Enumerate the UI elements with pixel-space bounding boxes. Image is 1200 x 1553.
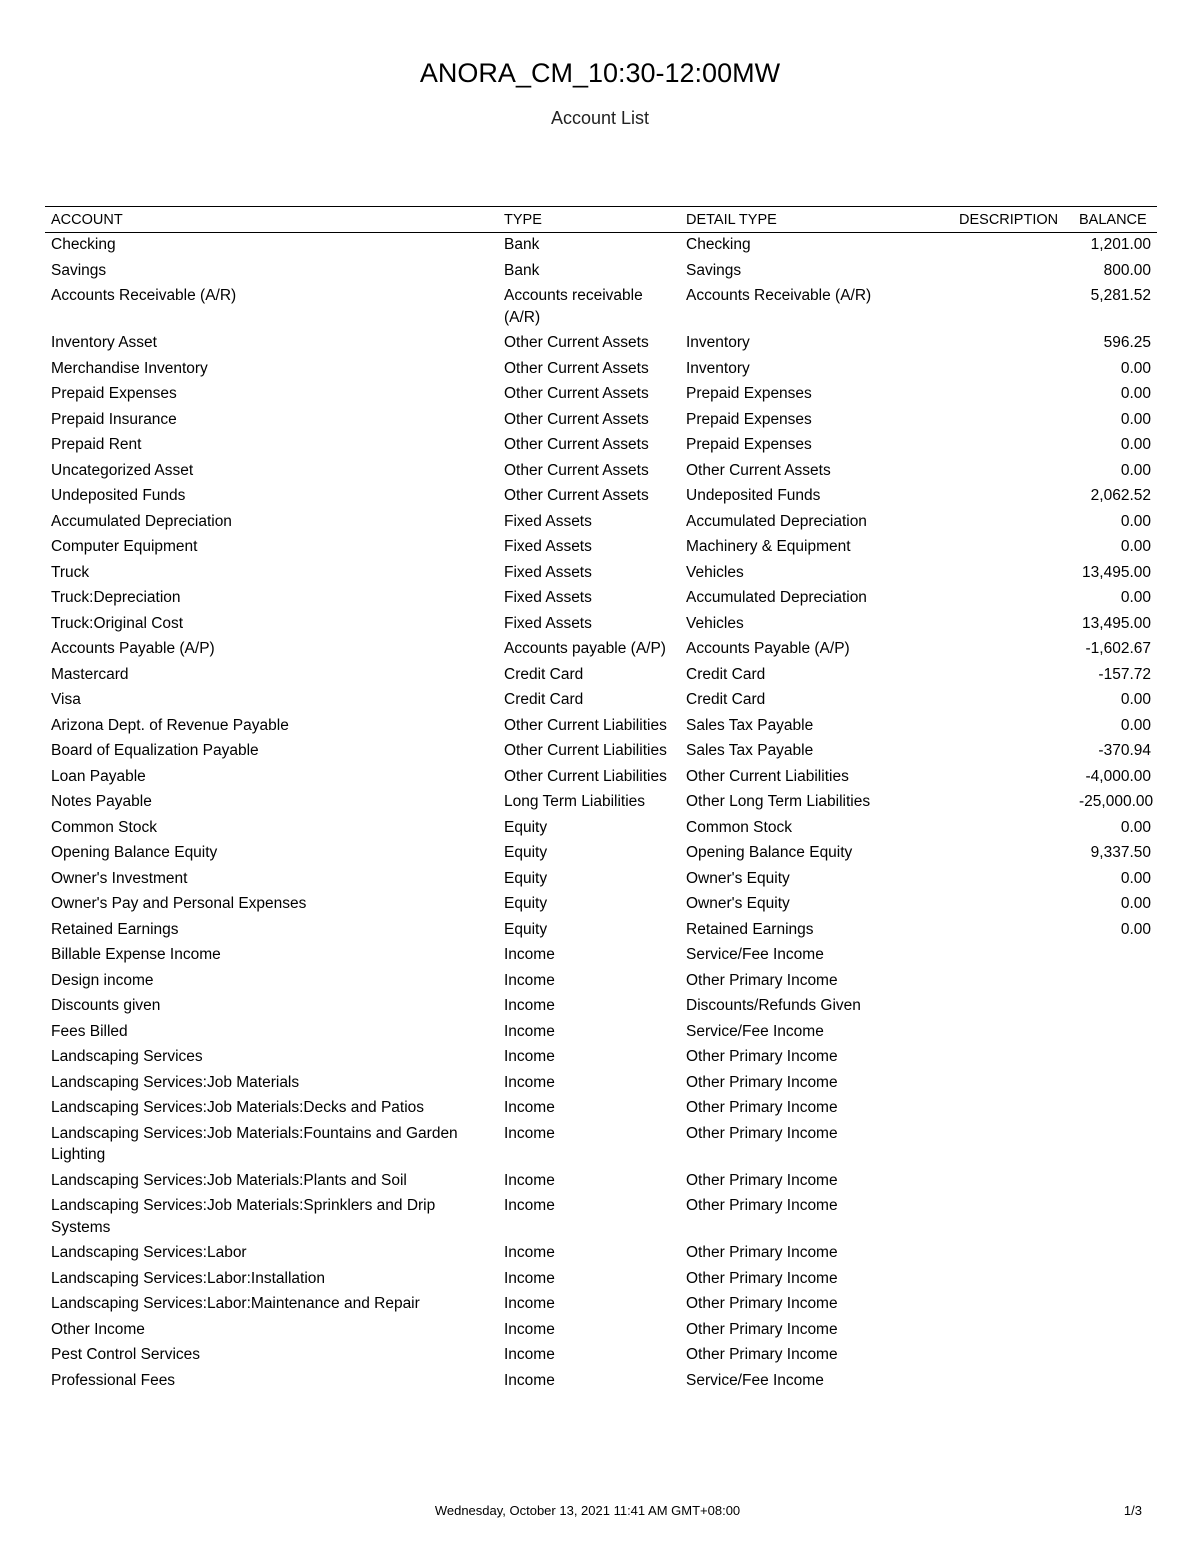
detail-type-cell: Other Primary Income [686, 1295, 838, 1312]
detail-type-cell: Accounts Payable (A/P) [686, 640, 850, 657]
balance-cell [1073, 1292, 1157, 1318]
table-row [45, 790, 1157, 816]
account-cell: Discounts given [51, 997, 161, 1014]
description-cell [953, 586, 1073, 612]
table-row [45, 1267, 1157, 1293]
detail-type-cell: Inventory [686, 359, 750, 377]
balance-cell [1073, 1045, 1157, 1071]
description-cell [953, 535, 1073, 561]
account-cell: Landscaping Services:Labor:Maintenance and Repair [51, 1295, 420, 1312]
detail-type-cell: Vehicles [686, 614, 744, 632]
account-cell: Landscaping Services:Job Materials:Decks and Patios [51, 1099, 425, 1116]
description-cell [953, 1045, 1073, 1071]
description-cell [953, 969, 1073, 995]
table-row [45, 739, 1157, 765]
account-cell: Landscaping Services:Job Materials:Fountains and Garden Lighting [51, 1124, 458, 1163]
detail-type-cell: Other Primary Income [686, 1073, 838, 1091]
type-cell: Income [504, 1269, 555, 1287]
detail-type-cell: Other Primary Income [686, 1099, 838, 1116]
description-cell [953, 1169, 1073, 1195]
description-cell [953, 714, 1073, 740]
table-row [45, 357, 1157, 383]
account-cell: Prepaid Rent [51, 436, 142, 453]
account-cell: Landscaping Services:Job Materials [51, 1073, 300, 1091]
balance-cell: 0.00 [1120, 410, 1151, 428]
balance-cell [1073, 994, 1157, 1020]
balance-cell: -370.94 [1098, 742, 1151, 759]
account-cell: Computer Equipment [51, 538, 198, 555]
balance-cell: 2,062.52 [1090, 487, 1151, 504]
table-row [45, 892, 1157, 918]
table-row [45, 637, 1157, 663]
balance-cell: 0.00 [1120, 512, 1151, 530]
table-row [45, 1169, 1157, 1195]
detail-type-cell: Other Primary Income [686, 1048, 838, 1065]
description-cell [953, 663, 1073, 689]
balance-cell [1073, 943, 1157, 969]
balance-cell: 13,495.00 [1082, 563, 1151, 581]
detail-type-cell: Owner's Equity [686, 869, 790, 887]
detail-type-cell: Credit Card [686, 665, 766, 683]
detail-type-cell: Other Primary Income [686, 971, 838, 989]
table-row [45, 867, 1157, 893]
description-cell [953, 561, 1073, 587]
type-cell: Credit Card [504, 665, 584, 683]
type-cell: Income [504, 1320, 555, 1338]
type-cell: Income [504, 1197, 555, 1214]
detail-type-cell: Other Primary Income [686, 1320, 838, 1338]
table-row [45, 535, 1157, 561]
table-row [45, 382, 1157, 408]
balance-cell: 1,201.00 [1090, 236, 1151, 253]
column-header-type: TYPE [498, 207, 680, 233]
detail-type-cell: Other Primary Income [686, 1244, 838, 1261]
type-cell: Other Current Assets [504, 436, 649, 453]
table-row [45, 284, 1157, 331]
description-cell [953, 1194, 1073, 1241]
description-cell [953, 943, 1073, 969]
detail-type-cell: Service/Fee Income [686, 1022, 824, 1040]
account-cell: Uncategorized Asset [51, 461, 194, 479]
table-row [45, 1369, 1157, 1395]
detail-type-cell: Prepaid Expenses [686, 385, 812, 402]
type-cell: Other Current Assets [504, 487, 649, 504]
description-cell [953, 1343, 1073, 1369]
type-cell: Accounts payable (A/P) [504, 640, 666, 657]
table-row [45, 561, 1157, 587]
detail-type-cell: Other Current Liabilities [686, 767, 849, 785]
description-cell [953, 284, 1073, 331]
column-header-account: ACCOUNT [45, 207, 498, 233]
table-row [45, 259, 1157, 285]
table-row [45, 816, 1157, 842]
table-row [45, 433, 1157, 459]
description-cell [953, 510, 1073, 536]
type-cell: Fixed Assets [504, 614, 592, 632]
type-cell: Income [504, 1371, 555, 1389]
table-row [45, 1318, 1157, 1344]
type-cell: Income [504, 1022, 555, 1040]
type-cell: Other Current Assets [504, 359, 649, 377]
account-cell: Pest Control Services [51, 1346, 201, 1363]
type-cell: Income [504, 1048, 555, 1065]
table-row [45, 1122, 1157, 1169]
type-cell: Fixed Assets [504, 512, 592, 530]
balance-cell: 0.00 [1120, 436, 1151, 453]
type-cell: Equity [504, 869, 548, 887]
detail-type-cell: Other Primary Income [686, 1346, 838, 1363]
account-cell: Owner's Investment [51, 869, 188, 887]
account-cell: Prepaid Insurance [51, 410, 177, 428]
account-cell: Landscaping Services [51, 1048, 203, 1065]
balance-cell: 596.25 [1103, 334, 1151, 351]
type-cell: Income [504, 1346, 555, 1363]
balance-cell: 0.00 [1120, 818, 1151, 836]
table-row [45, 612, 1157, 638]
detail-type-cell: Service/Fee Income [686, 1371, 824, 1389]
detail-type-cell: Accumulated Depreciation [686, 589, 867, 606]
detail-type-cell: Prepaid Expenses [686, 436, 812, 453]
type-cell: Bank [504, 261, 540, 279]
type-cell: Other Current Liabilities [504, 716, 667, 734]
type-cell: Long Term Liabilities [504, 793, 646, 810]
type-cell: Fixed Assets [504, 563, 592, 581]
type-cell: Income [504, 1099, 555, 1116]
balance-cell [1073, 969, 1157, 995]
balance-cell: -157.72 [1098, 665, 1151, 683]
description-cell [953, 1096, 1073, 1122]
detail-type-cell: Sales Tax Payable [686, 742, 814, 759]
account-cell: Prepaid Expenses [51, 385, 177, 402]
balance-cell: 0.00 [1120, 920, 1151, 938]
detail-type-cell: Accounts Receivable (A/R) [686, 287, 872, 304]
table-row [45, 994, 1157, 1020]
account-cell: Truck:Original Cost [51, 614, 184, 632]
balance-cell: 0.00 [1120, 461, 1151, 479]
type-cell: Other Current Assets [504, 410, 649, 428]
report-subtitle: Account List [550, 108, 650, 128]
detail-type-cell: Discounts/Refunds Given [686, 997, 861, 1014]
type-cell: Income [504, 997, 555, 1014]
account-cell: Checking [51, 236, 116, 253]
report-title: ANORA_CM_10:30-12:00MW [419, 58, 781, 88]
description-cell [953, 484, 1073, 510]
table-row [45, 510, 1157, 536]
balance-cell: 0.00 [1120, 589, 1151, 606]
account-cell: Accounts Payable (A/P) [51, 640, 215, 657]
balance-cell [1073, 1071, 1157, 1097]
balance-cell: 0.00 [1120, 385, 1151, 402]
type-cell: Accounts receivable (A/R) [504, 287, 643, 326]
balance-cell: 0.00 [1120, 359, 1151, 377]
type-cell: Income [504, 971, 555, 989]
table-row [45, 943, 1157, 969]
account-cell: Accounts Receivable (A/R) [51, 287, 237, 304]
account-cell: Board of Equalization Payable [51, 742, 259, 759]
type-cell: Other Current Assets [504, 334, 649, 351]
detail-type-cell: Common Stock [686, 818, 792, 836]
column-header-detail-type: DETAIL TYPE [680, 207, 953, 233]
balance-cell: -25,000.00 [1079, 793, 1154, 810]
table-row [45, 1020, 1157, 1046]
table-row [45, 714, 1157, 740]
type-cell: Income [504, 1295, 555, 1312]
type-cell: Other Current Assets [504, 461, 649, 479]
detail-type-cell: Checking [686, 236, 751, 253]
balance-cell [1073, 1241, 1157, 1267]
description-cell [953, 408, 1073, 434]
account-cell: Truck:Depreciation [51, 589, 181, 606]
table-row [45, 459, 1157, 485]
balance-cell [1073, 1369, 1157, 1395]
type-cell: Equity [504, 920, 548, 938]
account-cell: Accumulated Depreciation [51, 512, 232, 530]
detail-type-cell: Owner's Equity [686, 895, 790, 912]
type-cell: Income [504, 946, 555, 963]
detail-type-cell: Other Current Assets [686, 461, 831, 479]
type-cell: Other Current Assets [504, 385, 649, 402]
footer-timestamp: Wednesday, October 13, 2021 11:41 AM GMT+08:00 [434, 1503, 741, 1518]
account-cell: Merchandise Inventory [51, 359, 208, 377]
account-cell: Other Income [51, 1320, 145, 1338]
description-cell [953, 739, 1073, 765]
account-cell: Visa [51, 691, 81, 708]
detail-type-cell: Other Primary Income [686, 1171, 838, 1189]
detail-type-cell: Other Primary Income [686, 1197, 838, 1214]
type-cell: Fixed Assets [504, 589, 592, 606]
table-row [45, 1241, 1157, 1267]
balance-cell [1073, 1318, 1157, 1344]
type-cell: Income [504, 1073, 555, 1091]
balance-cell [1073, 1194, 1157, 1241]
account-cell: Mastercard [51, 665, 129, 683]
detail-type-cell: Machinery & Equipment [686, 538, 851, 555]
detail-type-cell: Retained Earnings [686, 920, 814, 938]
description-cell [953, 918, 1073, 944]
balance-cell: 13,495.00 [1082, 614, 1151, 632]
balance-cell [1073, 1169, 1157, 1195]
account-cell: Landscaping Services:Labor [51, 1244, 247, 1261]
table-row [45, 841, 1157, 867]
balance-cell [1073, 1267, 1157, 1293]
account-cell: Landscaping Services:Job Materials:Sprinklers and Drip Systems [51, 1197, 436, 1236]
description-cell [953, 867, 1073, 893]
detail-type-cell: Service/Fee Income [686, 946, 824, 963]
table-row [45, 233, 1157, 259]
description-cell [953, 790, 1073, 816]
description-cell [953, 892, 1073, 918]
table-row [45, 1096, 1157, 1122]
description-cell [953, 637, 1073, 663]
type-cell: Other Current Liabilities [504, 742, 667, 759]
account-cell: Undeposited Funds [51, 487, 186, 504]
table-header-row [45, 207, 1157, 233]
description-cell [953, 357, 1073, 383]
description-cell [953, 382, 1073, 408]
type-cell: Equity [504, 844, 548, 861]
description-cell [953, 433, 1073, 459]
column-header-description: DESCRIPTION [953, 207, 1073, 233]
type-cell: Fixed Assets [504, 538, 592, 555]
table-row [45, 1045, 1157, 1071]
balance-cell [1073, 1096, 1157, 1122]
table-row [45, 586, 1157, 612]
description-cell [953, 1267, 1073, 1293]
type-cell: Other Current Liabilities [504, 767, 667, 785]
description-cell [953, 765, 1073, 791]
description-cell [953, 841, 1073, 867]
balance-cell [1073, 1122, 1157, 1169]
balance-cell: 0.00 [1120, 895, 1151, 912]
type-cell: Equity [504, 895, 548, 912]
account-cell: Retained Earnings [51, 920, 179, 938]
balance-cell: 0.00 [1120, 716, 1151, 734]
description-cell [953, 459, 1073, 485]
description-cell [953, 1292, 1073, 1318]
description-cell [953, 259, 1073, 285]
description-cell [953, 816, 1073, 842]
detail-type-cell: Credit Card [686, 691, 766, 708]
balance-cell: 9,337.50 [1090, 844, 1151, 861]
type-cell: Equity [504, 818, 548, 836]
table-row [45, 1194, 1157, 1241]
balance-cell [1073, 1020, 1157, 1046]
account-cell: Landscaping Services:Labor:Installation [51, 1269, 326, 1287]
account-cell: Landscaping Services:Job Materials:Plants and Soil [51, 1171, 407, 1189]
detail-type-cell: Savings [686, 261, 742, 279]
type-cell: Income [504, 1124, 555, 1142]
balance-cell: 0.00 [1120, 691, 1151, 708]
table-row [45, 1292, 1157, 1318]
account-cell: Billable Expense Income [51, 946, 221, 963]
description-cell [953, 1071, 1073, 1097]
account-cell: Opening Balance Equity [51, 844, 218, 861]
table-row [45, 1343, 1157, 1369]
table-row [45, 408, 1157, 434]
type-cell: Income [504, 1171, 555, 1189]
account-cell: Savings [51, 261, 107, 279]
table-row [45, 663, 1157, 689]
description-cell [953, 612, 1073, 638]
description-cell [953, 331, 1073, 357]
detail-type-cell: Other Primary Income [686, 1124, 838, 1142]
balance-cell: -1,602.67 [1085, 640, 1151, 657]
table-row [45, 765, 1157, 791]
balance-cell: 0.00 [1120, 538, 1151, 555]
account-cell: Design income [51, 971, 154, 989]
balance-cell: 0.00 [1120, 869, 1151, 887]
table-body [45, 233, 1157, 1395]
column-header-balance: BALANCE [1073, 207, 1157, 233]
account-cell: Fees Billed [51, 1022, 128, 1040]
detail-type-cell: Opening Balance Equity [686, 844, 853, 861]
account-cell: Common Stock [51, 818, 157, 836]
account-cell: Inventory Asset [51, 334, 157, 351]
table-row [45, 969, 1157, 995]
description-cell [953, 994, 1073, 1020]
table-row [45, 484, 1157, 510]
description-cell [953, 1318, 1073, 1344]
type-cell: Income [504, 1244, 555, 1261]
detail-type-cell: Other Primary Income [686, 1269, 838, 1287]
detail-type-cell: Inventory [686, 334, 750, 351]
account-cell: Professional Fees [51, 1371, 176, 1389]
page-number: 1/3 [1123, 1503, 1142, 1518]
detail-type-cell: Sales Tax Payable [686, 716, 814, 734]
detail-type-cell: Other Long Term Liabilities [686, 793, 871, 810]
description-cell [953, 1020, 1073, 1046]
table-row [45, 918, 1157, 944]
balance-cell: 800.00 [1103, 261, 1151, 279]
balance-cell: -4,000.00 [1085, 767, 1151, 785]
table-row [45, 1071, 1157, 1097]
account-cell: Loan Payable [51, 767, 146, 785]
detail-type-cell: Vehicles [686, 563, 744, 581]
balance-cell [1073, 1343, 1157, 1369]
account-cell: Truck [51, 563, 90, 581]
detail-type-cell: Accumulated Depreciation [686, 512, 867, 530]
account-list-table [45, 206, 1157, 1394]
account-cell: Notes Payable [51, 793, 152, 810]
account-cell: Arizona Dept. of Revenue Payable [51, 716, 289, 734]
table-row [45, 331, 1157, 357]
description-cell [953, 1241, 1073, 1267]
description-cell [953, 688, 1073, 714]
detail-type-cell: Prepaid Expenses [686, 410, 812, 428]
type-cell: Bank [504, 236, 540, 253]
table-row [45, 688, 1157, 714]
detail-type-cell: Undeposited Funds [686, 487, 821, 504]
type-cell: Credit Card [504, 691, 584, 708]
balance-cell: 5,281.52 [1090, 287, 1151, 304]
description-cell [953, 233, 1073, 259]
description-cell [953, 1122, 1073, 1169]
account-cell: Owner's Pay and Personal Expenses [51, 895, 307, 912]
description-cell [953, 1369, 1073, 1395]
